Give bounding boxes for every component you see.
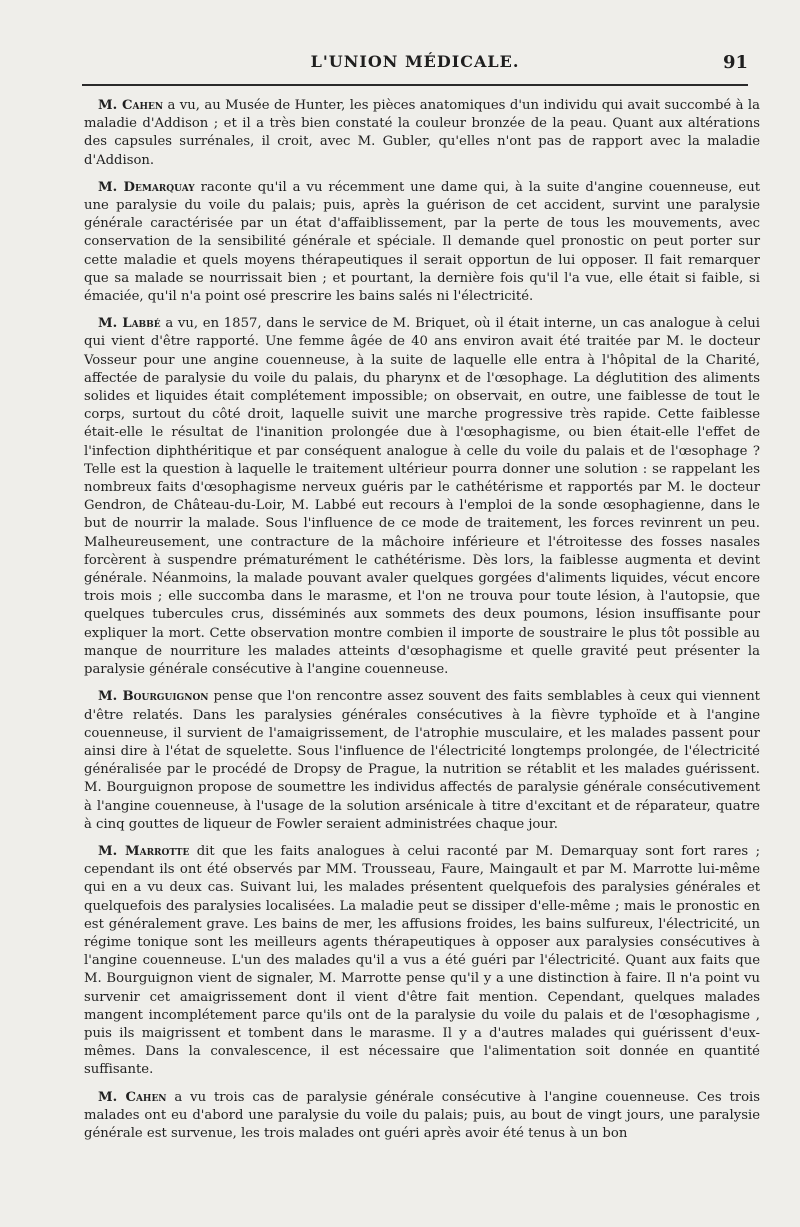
paragraph-cahen-angine bbox=[84, 1089, 760, 1144]
speaker-name: M. Bourguignon bbox=[98, 689, 209, 705]
paragraph-text: pense que l'on rencontre assez souvent des faits semblables à ceux qui viennent d'être relatés. Dans les paralysies générales consécutives à la fièvre typhoïde et à l'angine couenneuse, il survient de l'amaigrissement, de l'atrophie musculaire, et les malades passent pour ainsi dire à l'état de squelette. Sous l'influence de l'électricité longtemps prolongée, de l'électricité généralisée par le procédé de Dropsy de Prague, la nutrition se rétablit et les malades guérissent. M. Bourguignon propose de soumettre les individus affectés de paralysie générale consécutivement à l'angine couenneuse, à l'usage de la solution arsénicale à titre d'excitant et de réparateur, quatre à cinq gouttes de liqueur de Fowler seraient administrées chaque jour. bbox=[84, 689, 760, 832]
paragraph-text: a vu trois cas de paralysie générale consécutive à l'angine couenneuse. Ces trois malades ont eu d'abord une paralysie du voile du palais; puis, au bout de vingt jours, une paralysie générale est survenue, les trois malades ont guéri après avoir été tenus à un bon bbox=[84, 1089, 760, 1141]
paragraph-text: dit que les faits analogues à celui raconté par M. Demarquay sont fort rares ; cependant ils ont été observés par MM. Trousseau, Faure, Maingault et par M. Marrotte lui-même qui en a vu deux cas. Suivant lui, les malades présentent quelquefois des paralysies générales et quelquefois des paralysies localisées. La maladie peut se dissiper d'elle-même ; mais le pronostic en est généralement grave. Les bains de mer, les affusions froides, les bains sulfureux, l'électricité, un régime tonique sont les meilleurs agents thérapeutiques à opposer aux paralysies consécutives à l'angine couenneuse. L'un des malades qu'il a vus a été guéri par l'électricité. Quant aux faits que M. Bourguignon vient de signaler, M. Marrotte pense qu'il y a une distinction à faire. Il n'a point vu survenir cet amaigrissement dont il vient d'être fait mention. Cependant, quelques malades mangent incomplétement parce qu'ils ont de la paralysie du voile du palais et de l'œsophagisme , puis ils maigrissent et tombent dans le marasme. Il y a d'autres malades qui guérissent d'eux-mêmes. Dans la convalescence, il est nécessaire que l'alimentation soit donnée en quantité suffisante. bbox=[84, 843, 761, 1078]
speaker-name: M. Marrotte bbox=[98, 843, 190, 859]
paragraph-demarquay bbox=[84, 179, 760, 306]
header-rule bbox=[82, 84, 748, 86]
paragraph-labbe bbox=[84, 315, 760, 679]
paragraph-text: a vu, au Musée de Hunter, les pièces anatomiques d'un individu qui avait succombé à la maladie d'Addison ; et il a très bien constaté la couleur bronzée de la peau. Quant aux altérations des capsules surrénales, il croit, avec M. Gubler, qu'elles n'ont pas de rapport avec la maladie d'Addison. bbox=[84, 98, 760, 168]
speaker-name: M. Cahen bbox=[98, 98, 164, 113]
paragraph-text: a vu, en 1857, dans le service de M. Briquet, où il était interne, un cas analogue à celui qui vient d'être rapporté. Une femme âgée de 40 ans environ avait été traitée par M. le docteur Vosseur pour une angine couenneuse, à la suite de laquelle elle entra à l'hôpital de la Charité, affectée de paralysie du voile du palais, du pharynx et de l'œsophage. La déglutition des aliments solides et liquides était complétement impossible; on observait, en outre, une faiblesse de tout le corps, surtout du côté droit, laquelle suivit une marche progressive très rapide. Cette faiblesse était-elle le résultat de l'inanition prolongée due à l'œsophagisme, ou bien était-elle l'effet de l'infection diphthéritique et par conséquent analogue à celle du voile du palais et de l'œsophage ? Telle est la question à laquelle le traitement ultérieur pourra donner une solution : se rappelant les nombreux faits d'œsophagisme nerveux guéris par le cathétérisme et rapportés par M. le docteur Gendron, de Château-du-Loir, M. Labbé eut recours à l'emploi de la sonde œsophagienne, dans le but de nourrir la malade. Sous l'influence de ce mode de traitement, les forces revinrent un peu. Malheureusement, une contracture de la mâchoire inférieure et l'étroitesse des fosses nasales forcèrent à suspendre prématurément le cathétérisme. Dès lors, la faiblesse augmenta et devint générale. Néanmoins, la malade pouvant avaler quelques gorgées d'aliments liquides, vécut encore trois mois ; elle succomba dans le marasme, et l'on ne trouva pour toute lésion, à l'autopsie, que quelques tubercules crus, disséminés aux sommets des deux poumons, lésion insuffisante pour expliquer la mort. Cette observation montre combien il importe de soustraire le plus tôt possible au manque de nourriture les malades atteints d'œsophagisme et quelle gravité peut présenter la paralysie générale consécutive à l'angine couenneuse. bbox=[84, 316, 760, 678]
speaker-name: M. Labbé bbox=[98, 316, 161, 332]
speaker-name: M. Demarquay bbox=[98, 179, 195, 195]
paragraph-text: raconte qu'il a vu récemment une dame qui, à la suite d'angine couenneuse, eut une paralysie du voile du palais; puis, après la guérison de cet accident, survint une paralysie générale caractérisée par un état d'affaiblissement, par la perte de tous les mouvements, avec conservation de la sensibilité générale et spéciale. Il demande quel pronostic on peut porter sur cette maladie et quels moyens thérapeutiques il serait opportun de lui opposer. Il fait remarquer que sa malade se nourrissait bien ; et pourtant, la dernière fois qu'il l'a vue, elle était si faible, si émaciée, qu'il n'a point osé prescrire les bains salés ni l'électricité. bbox=[84, 179, 760, 305]
page-number: 91 bbox=[722, 52, 748, 73]
paragraph-cahen-addison bbox=[84, 97, 760, 170]
paragraph-bourguignon bbox=[84, 688, 760, 834]
running-title: L'UNION MÉDICALE. bbox=[310, 52, 520, 71]
paragraph-marrotte bbox=[84, 843, 760, 1080]
speaker-name: M. Cahen bbox=[98, 1089, 167, 1105]
article-body bbox=[84, 97, 760, 1152]
page-header bbox=[82, 52, 748, 80]
